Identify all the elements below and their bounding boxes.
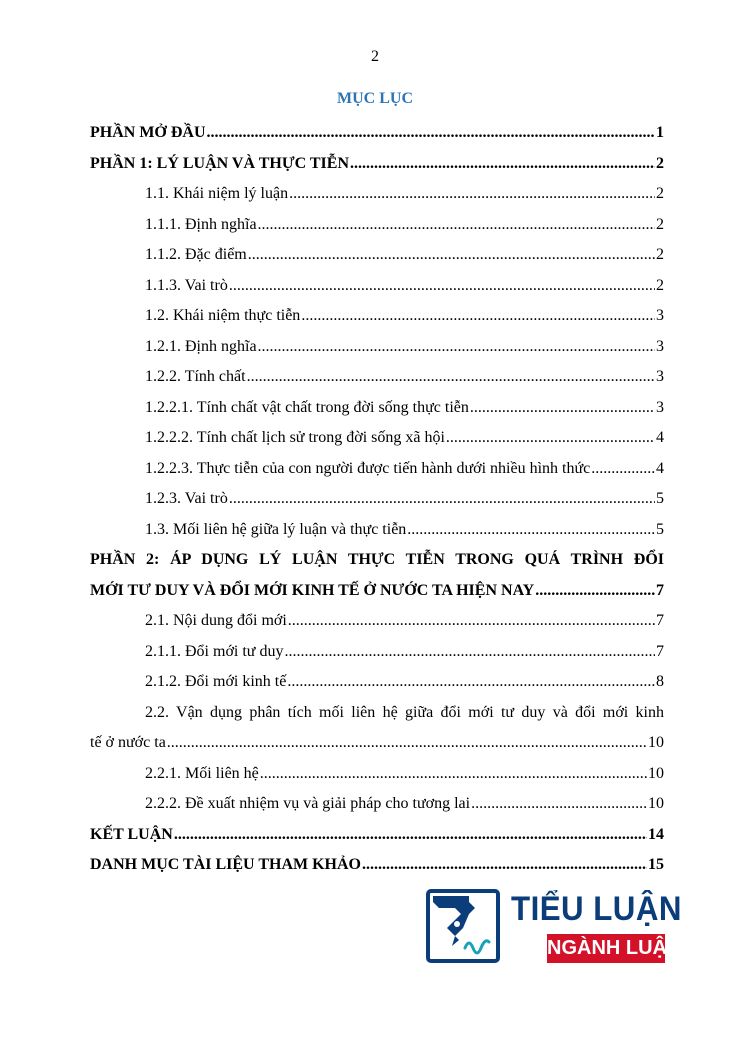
toc-entry-2-2[interactable] [90,698,664,759]
toc-entry-label-line2: tế ở nước ta [90,734,166,751]
toc-entry-label: 1.1. Khái niệm lý luận [145,185,289,202]
toc-entry-page: 5 [656,490,664,507]
dot-leader [350,149,655,180]
toc-entry-part2[interactable] [90,545,664,606]
toc-entry-label: 2.2.1. Mối liên hệ [145,764,259,782]
toc-entry-label: 1.1.3. Vai trò [145,276,228,294]
dot-leader [471,789,647,820]
toc-entry-page: 1 [656,124,664,141]
dot-leader [229,271,655,302]
toc-entry-label: 2.2.2. Đề xuất nhiệm vụ và giải pháp cho tương lai [145,795,471,812]
toc-entry-1-3[interactable] [90,515,664,546]
toc-entry-intro[interactable] [90,118,664,149]
toc-entry-label: 1.2.2.1. Tính chất vật chất trong đời sống thực tiễn [145,398,469,416]
logo-text-bottom: NGÀNH LUẬT [547,934,665,963]
toc-entry-1-1-2[interactable] [90,240,664,271]
toc-entry-references[interactable] [90,850,664,881]
dot-leader [446,423,655,454]
toc-entry-2-1[interactable] [90,606,664,637]
toc-entry-label-line1: 2.2. Vận dụng phân tích mối liên hệ giữa đổi mới tư duy và đổi mới kinh [145,703,664,721]
toc-entry-page: 3 [656,337,664,355]
dot-leader [174,820,647,851]
toc-entry-label: DANH MỤC TÀI LIỆU THAM KHẢO [90,856,361,873]
toc-entry-page: 3 [656,398,664,416]
toc-entry-1-1[interactable] [90,179,664,210]
toc-entry-label: 1.2. Khái niệm thực tiễn [145,307,301,324]
toc-entry-page: 14 [648,825,664,843]
toc-entry-label: PHẦN 1: LÝ LUẬN VÀ THỰC TIỄN [90,154,349,172]
toc-entry-1-2-1[interactable] [90,332,664,363]
dot-leader [229,484,655,515]
toc-title: MỤC LỤC [337,90,413,107]
toc-entry-1-2-2-1[interactable] [90,393,664,424]
dot-leader [288,606,655,637]
toc-entry-page: 2 [656,185,664,202]
toc-entry-page: 15 [648,856,664,873]
toc-entry-page: 10 [648,795,664,812]
dot-leader [287,667,655,698]
dot-leader [284,637,655,668]
toc-entry-page: 3 [656,368,664,385]
toc-entry-1-1-3[interactable] [90,271,664,302]
dot-leader [247,362,655,393]
dot-leader [260,759,647,790]
toc-entry-1-2-2-2[interactable] [90,423,664,454]
toc-entry-label: 1.2.2.3. Thực tiễn của con người được tiến hành dưới nhiều hình thức [145,459,591,477]
toc-entry-label: KẾT LUẬN [90,825,173,843]
toc-entry-page: 4 [656,429,664,446]
toc-entry-1-1-1[interactable] [90,210,664,241]
toc-entry-2-1-2[interactable] [90,667,664,698]
toc-entry-1-2-2[interactable] [90,362,664,393]
toc-entry-label: 1.2.2. Tính chất [145,368,246,385]
toc-entry-2-1-1[interactable] [90,637,664,668]
toc-entry-label: 2.1.2. Đổi mới kinh tế [145,673,287,690]
dot-leader [362,850,647,881]
toc-entry-page: 7 [656,612,664,629]
toc-entry-1-2-2-3[interactable] [90,454,664,485]
dot-leader [535,576,655,607]
table-of-contents [90,118,664,881]
toc-entry-page: 2 [656,246,664,263]
toc-entry-page: 8 [656,673,664,690]
toc-entry-1-2-3[interactable] [90,484,664,515]
dot-leader [289,179,655,210]
logo-text-top: TIỂU LUẬN [511,890,682,928]
toc-entry-label: 1.2.2.2. Tính chất lịch sử trong đời sống xã hội [145,429,445,446]
toc-entry-page: 2 [656,276,664,294]
dot-leader [207,118,655,149]
toc-entry-label: 1.1.1. Định nghĩa [145,215,257,233]
toc-entry-2-2-1[interactable] [90,759,664,790]
toc-entry-label: 1.2.3. Vai trò [145,490,228,507]
dot-leader [167,728,647,759]
toc-entry-page: 10 [648,734,664,751]
dot-leader [258,210,655,241]
toc-entry-page: 3 [656,307,664,324]
fountain-pen-icon [425,888,501,964]
toc-entry-label: 2.1. Nội dung đổi mới [145,612,287,629]
toc-entry-label: 1.3. Mối liên hệ giữa lý luận và thực tiễn [145,520,407,538]
toc-entry-label: 1.2.1. Định nghĩa [145,337,257,355]
toc-entry-label-line2: MỚI TƯ DUY VÀ ĐỔI MỚI KINH TẾ Ở NƯỚC TA HIỆN NAY [90,581,535,599]
toc-entry-part1[interactable] [90,149,664,180]
toc-entry-page: 7 [656,642,664,660]
page-number: 2 [371,48,379,65]
watermark-logo [425,888,682,964]
toc-entry-page: 2 [656,154,664,172]
toc-entry-2-2-2[interactable] [90,789,664,820]
dot-leader [591,454,655,485]
toc-entry-conclusion[interactable] [90,820,664,851]
toc-entry-page: 10 [648,764,664,782]
toc-entry-page: 4 [656,459,664,477]
toc-entry-label-line1: PHẦN 2: ÁP DỤNG LÝ LUẬN THỰC TIỄN TRONG QUÁ TRÌNH ĐỔI [90,551,664,568]
toc-entry-label: PHẦN MỞ ĐẦU [90,124,206,141]
toc-entry-label: 2.1.1. Đổi mới tư duy [145,642,284,660]
toc-entry-1-2[interactable] [90,301,664,332]
dot-leader [301,301,655,332]
dot-leader [470,393,655,424]
dot-leader [248,240,655,271]
toc-entry-page: 7 [656,581,664,599]
dot-leader [407,515,655,546]
toc-entry-page: 2 [656,215,664,233]
toc-entry-label: 1.1.2. Đặc điểm [145,246,247,263]
toc-entry-page: 5 [656,520,664,538]
dot-leader [258,332,655,363]
